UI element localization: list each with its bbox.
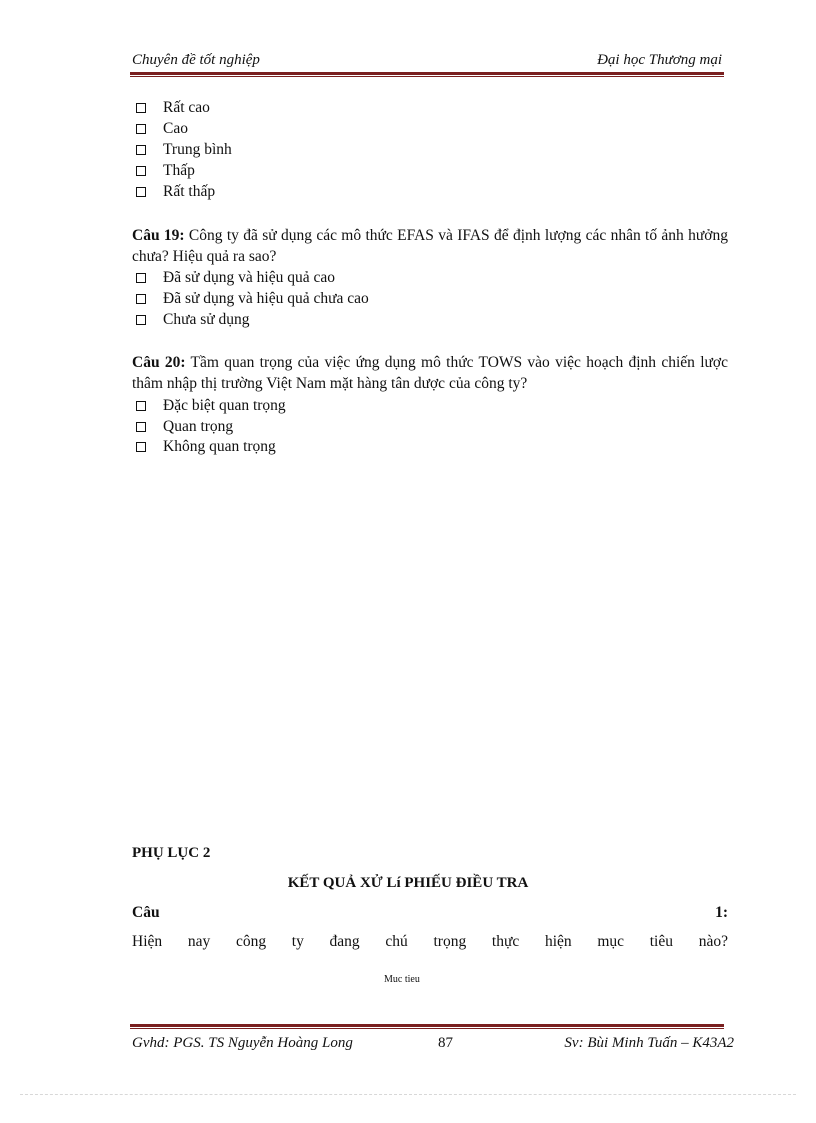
word: tiêu (649, 933, 673, 950)
checkbox[interactable] (136, 273, 146, 283)
checkbox[interactable] (136, 315, 146, 325)
question-1-text (132, 933, 728, 951)
word: Hiện (132, 933, 163, 950)
header-right-title: Đại học Thương mại (597, 52, 722, 68)
footer-student: Sv: Bùi Minh Tuấn – K43A2 (564, 1035, 734, 1051)
checkbox[interactable] (136, 145, 146, 155)
header-left-title: Chuyên đề tốt nghiệp (132, 52, 260, 68)
footer-advisor: Gvhd: PGS. TS Nguyễn Hoàng Long (132, 1035, 353, 1051)
word: chú (385, 933, 408, 950)
question-1-number: 1: (715, 904, 728, 921)
word: hiện (544, 933, 572, 950)
page-boundary (20, 1094, 796, 1095)
page-footer (132, 1035, 734, 1057)
question-19-text: Công ty đã sử dụng các mô thức EFAS và IFAS để định lượng các nhân tố ảnh hưởng chưa? Hiệu quả ra sao? (132, 227, 728, 265)
word: nào? (698, 933, 728, 950)
word: ty (291, 933, 304, 950)
question-1-label: Câu (132, 904, 160, 921)
question-19-label: Câu 19: (132, 227, 185, 244)
checkbox[interactable] (136, 187, 146, 197)
checkbox[interactable] (136, 422, 146, 432)
header-divider (130, 72, 724, 77)
appendix-title: PHỤ LỤC 2 (132, 845, 211, 861)
word: trọng (433, 933, 467, 950)
word: mục (597, 933, 625, 950)
question-1-heading (132, 904, 728, 922)
question-19 (132, 225, 728, 267)
page-number: 87 (438, 1035, 453, 1051)
survey-result-title: KẾT QUẢ XỬ Lí PHIẾU ĐIỀU TRA (287, 875, 529, 891)
word: công (235, 933, 267, 950)
chart-title-label: Muc tieu (384, 974, 420, 985)
checkbox[interactable] (136, 401, 146, 411)
question-20-label: Câu 20: (132, 354, 186, 371)
page-header (132, 52, 722, 74)
checkbox[interactable] (136, 124, 146, 134)
question-20 (132, 352, 728, 394)
checkbox[interactable] (136, 442, 146, 452)
question-20-text: Tầm quan trọng của việc ứng dụng mô thức TOWS vào việc hoạch định chiến lược thâm nhập thị trường Việt Nam mặt hàng tân dược của công ty? (132, 354, 728, 392)
checkbox[interactable] (136, 294, 146, 304)
footer-divider (130, 1024, 724, 1029)
word: đang (329, 933, 360, 950)
word: thực (491, 933, 520, 950)
checkbox[interactable] (136, 166, 146, 176)
word: nay (187, 933, 211, 950)
checkbox[interactable] (136, 103, 146, 113)
